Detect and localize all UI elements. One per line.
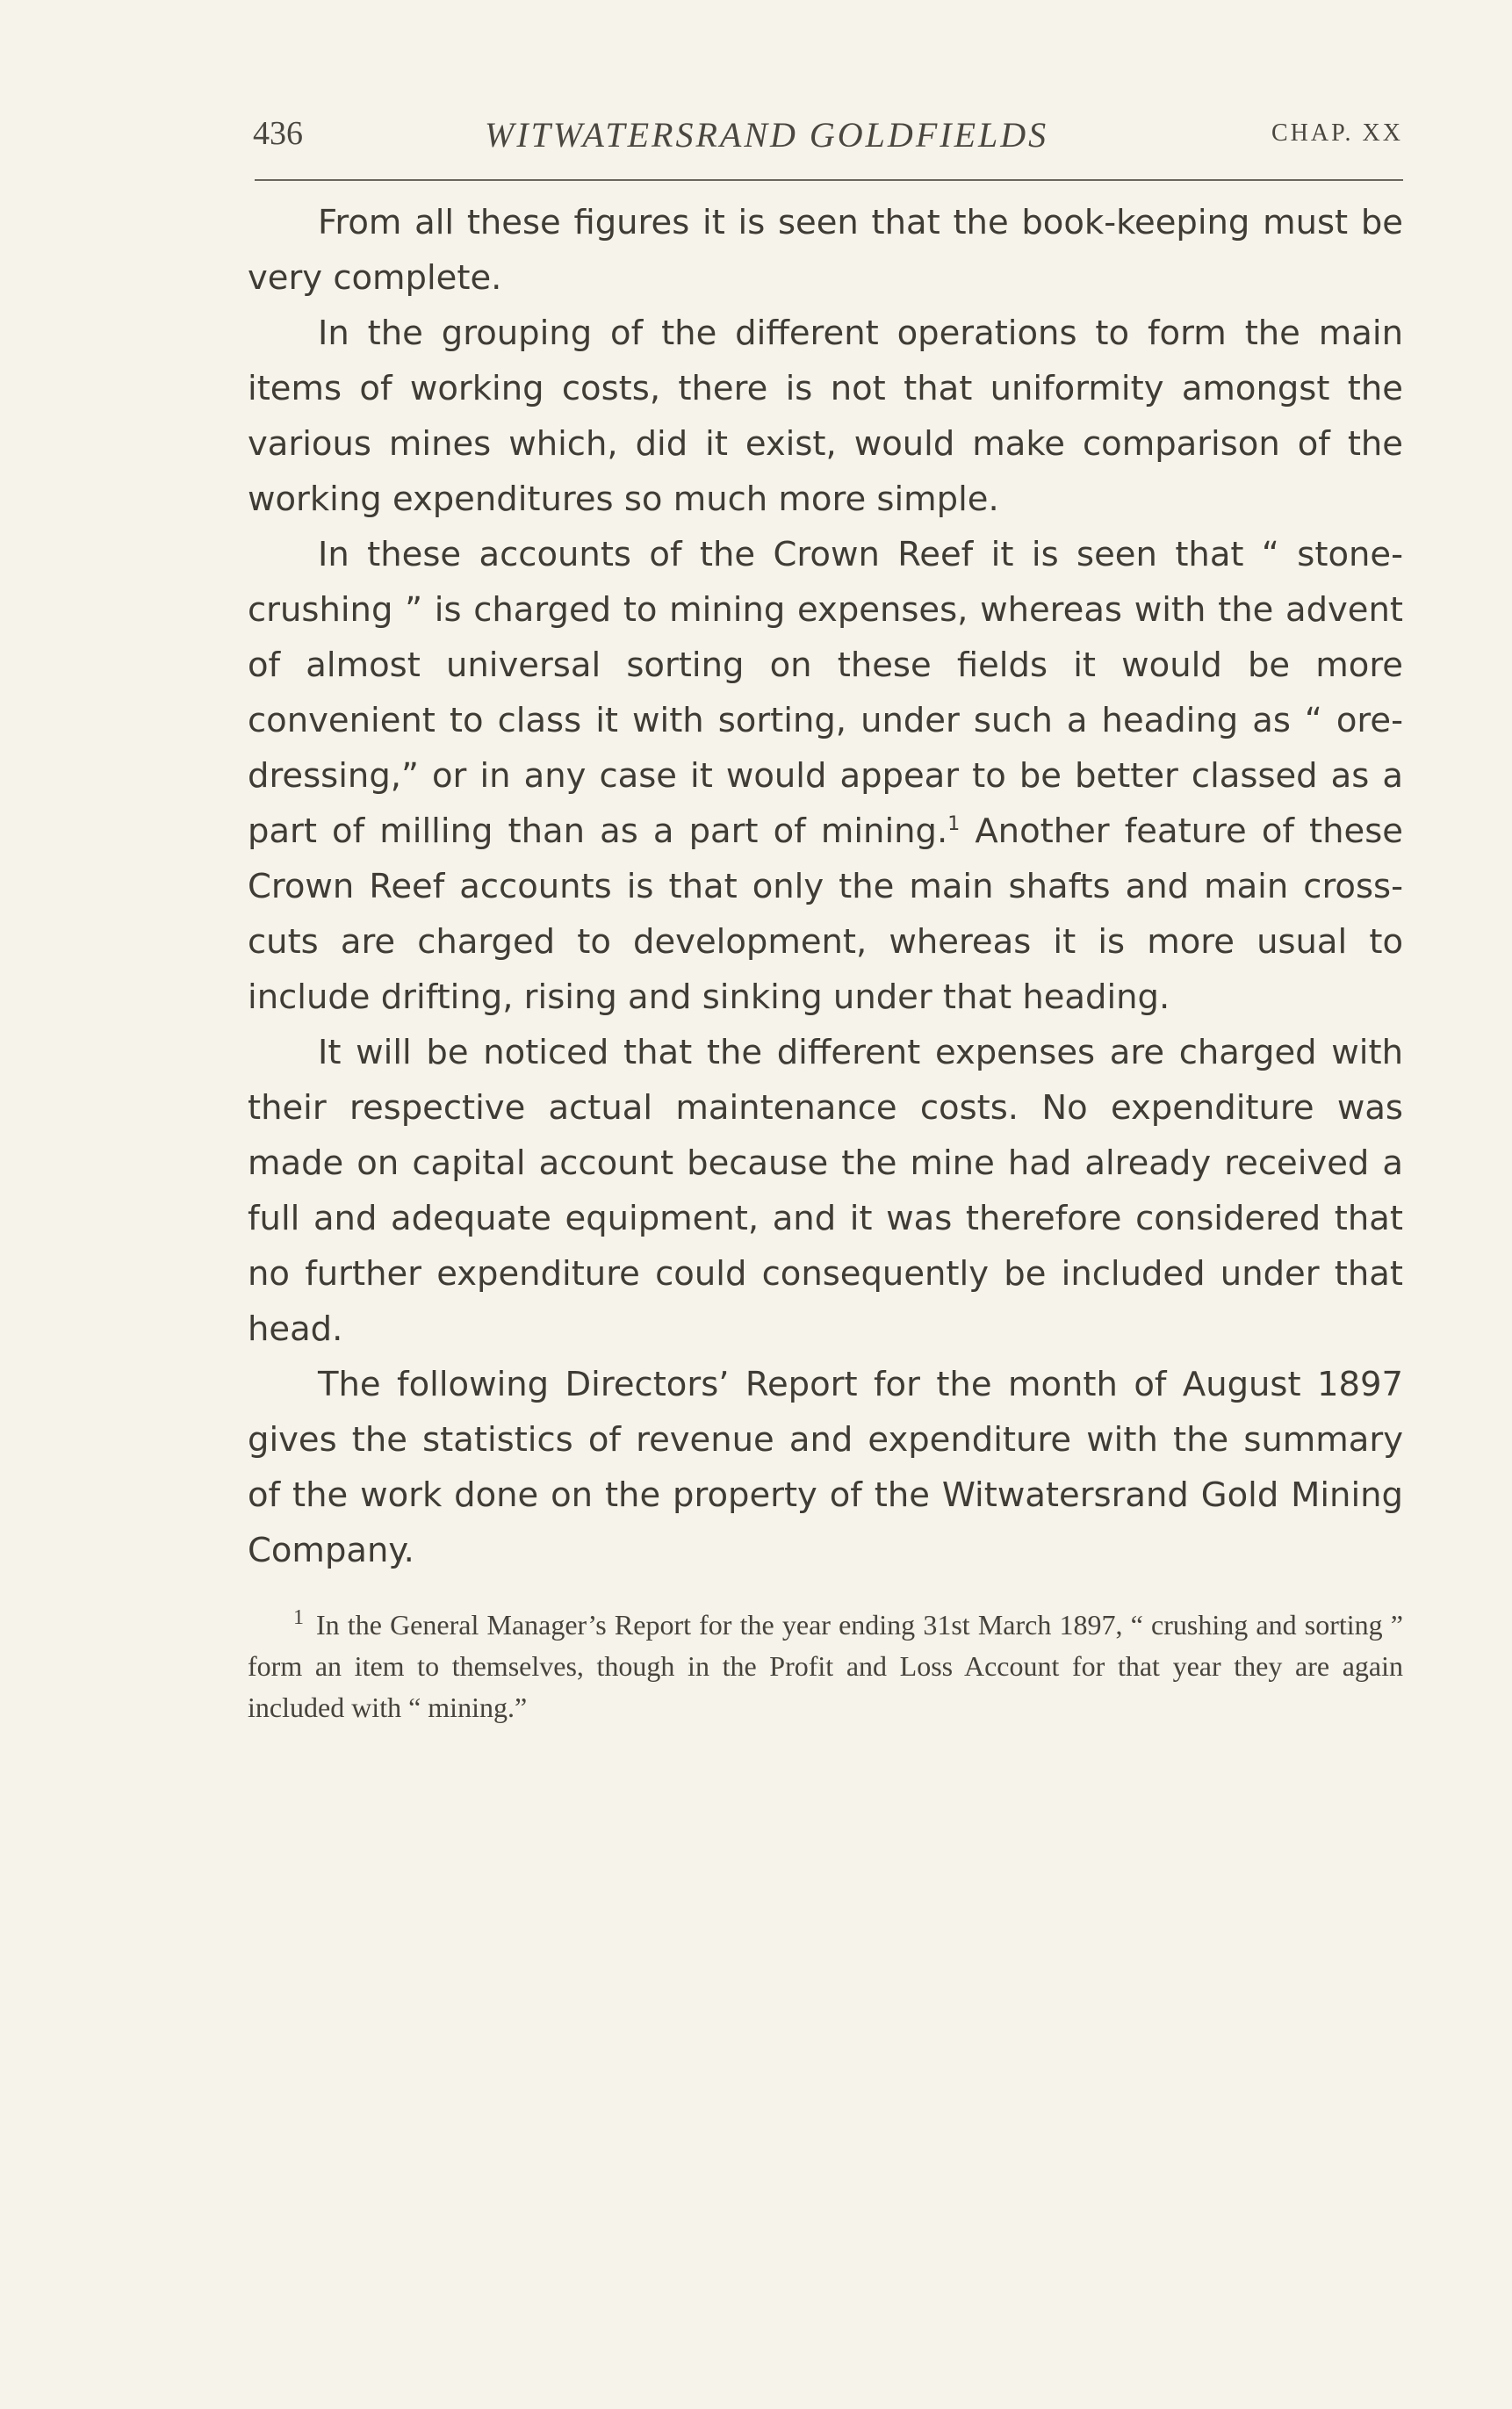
paragraph-3 xyxy=(248,527,1403,1025)
paragraph-5: The following Directors’ Report for the month of August 1897 gives the statistics of revenue and expenditure with the summary of the work done on the property of the Witwatersrand Gold Mining Company. xyxy=(248,1365,1403,1570)
paragraph-3-part-2: Another feature of these Crown Reef accounts is that only the main shafts and main cross-cuts are charged to development, whereas it is more usual to include drifting, rising and sinking under that heading. xyxy=(248,811,1403,1017)
footnote-text: In the General Manager’s Report for the year ending 31st March 1897, “ crushing and sorting ” form an item to themselves, though in the Profit and Loss Account for that year they are again included with “ mining.” xyxy=(248,1609,1403,1723)
running-title: WITWATERSRAND GOLDFIELDS xyxy=(485,115,1049,155)
footnote-number: 1 xyxy=(293,1606,304,1630)
paragraph-4: It will be noticed that the different expenses are charged with their respective actual maintenance costs. No expenditure was made on capital account because the mine had already received a full and adequate equipment, and it was therefore considered that no further expenditure could consequently be included under that head. xyxy=(248,1033,1403,1349)
body-text xyxy=(248,195,1403,1578)
header-rule xyxy=(255,179,1403,181)
paragraph-2: In the grouping of the different operations to form the main items of working costs, there is not that uniformity amongst the various mines which, did it exist, would make comparison of the working expenditures so much more simple. xyxy=(248,314,1403,519)
book-page xyxy=(248,105,1403,1728)
paragraph-3-part-1: In these accounts of the Crown Reef it is seen that “ stone-crushing ” is charged to mining expenses, whereas with the advent of almost universal sorting on these fields it would be more convenient to class it with sorting, under such a heading as “ ore-dressing,” or in any case it would appear to be better classed as a part of milling than as a part of mining. xyxy=(248,535,1403,851)
page-number: 436 xyxy=(253,115,303,152)
running-head xyxy=(248,105,1403,158)
footnote xyxy=(248,1605,1403,1728)
footnote-reference: 1 xyxy=(947,813,961,836)
chapter-label: CHAP. XX xyxy=(1271,119,1403,147)
paragraph-1: From all these figures it is seen that the book-keeping must be very complete. xyxy=(248,203,1403,298)
